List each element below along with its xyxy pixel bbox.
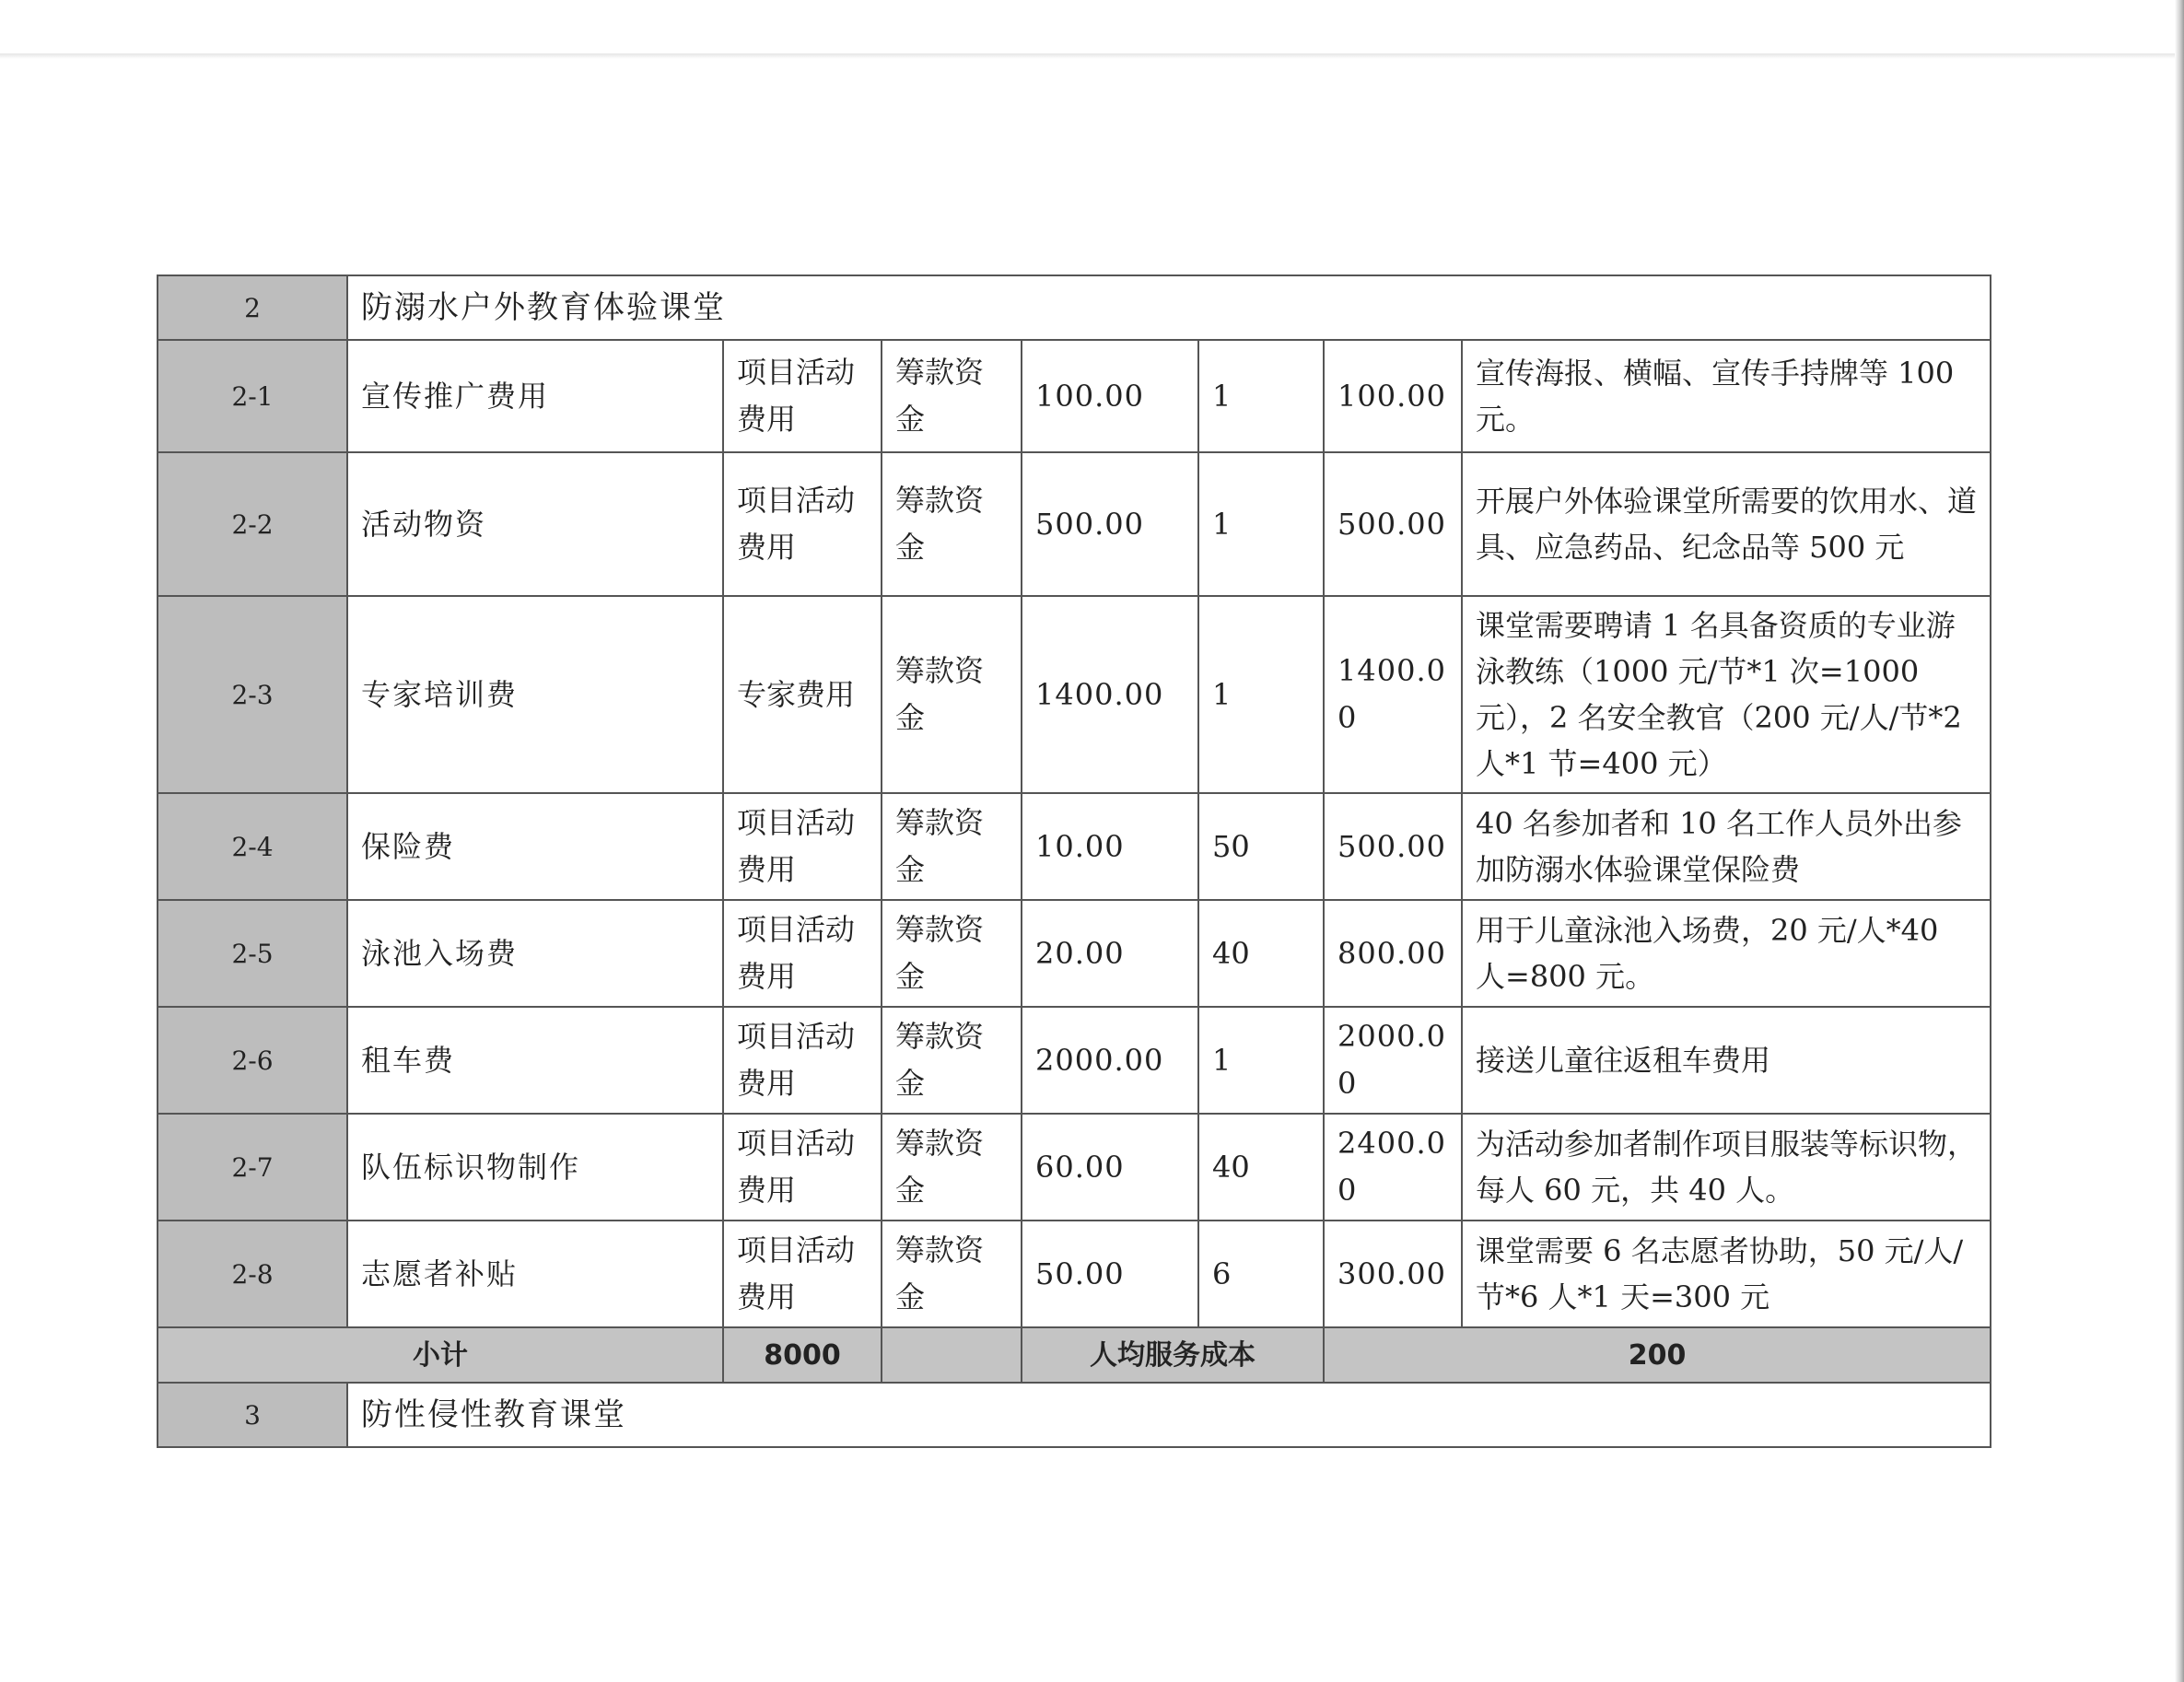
item-name: 志愿者补贴 bbox=[347, 1221, 723, 1327]
cost-type: 专家费用 bbox=[723, 596, 882, 793]
table-row bbox=[158, 900, 1991, 1007]
subtotal-empty bbox=[882, 1327, 1022, 1383]
item-name: 泳池入场费 bbox=[347, 900, 723, 1007]
quantity: 1 bbox=[1198, 596, 1324, 793]
item-note: 用于儿童泳池入场费，20 元/人*40 人=800 元。 bbox=[1462, 900, 1991, 1007]
unit-price: 500.00 bbox=[1022, 452, 1198, 596]
fund-source: 筹款资金 bbox=[882, 1007, 1022, 1114]
table-row bbox=[158, 1221, 1991, 1327]
scan-edge-top bbox=[0, 53, 2184, 59]
item-name: 队伍标识物制作 bbox=[347, 1114, 723, 1221]
table-row bbox=[158, 596, 1991, 793]
item-name: 专家培训费 bbox=[347, 596, 723, 793]
quantity: 1 bbox=[1198, 452, 1324, 596]
subtotal-amount: 8000 bbox=[723, 1327, 882, 1383]
item-name: 租车费 bbox=[347, 1007, 723, 1114]
item-name: 保险费 bbox=[347, 793, 723, 900]
total-amount: 300.00 bbox=[1324, 1221, 1462, 1327]
fund-source: 筹款资金 bbox=[882, 793, 1022, 900]
total-amount: 2000.00 bbox=[1324, 1007, 1462, 1114]
quantity: 50 bbox=[1198, 793, 1324, 900]
section-code: 3 bbox=[158, 1383, 347, 1447]
unit-price: 2000.00 bbox=[1022, 1007, 1198, 1114]
total-amount: 1400.00 bbox=[1324, 596, 1462, 793]
item-note: 课堂需要聘请 1 名具备资质的专业游泳教练（1000 元/节*1 次=1000 元），2 名安全教官（200 元/人/节*2 人*1 节=400 元） bbox=[1462, 596, 1991, 793]
total-amount: 800.00 bbox=[1324, 900, 1462, 1007]
cost-type: 项目活动费用 bbox=[723, 1007, 882, 1114]
total-amount: 500.00 bbox=[1324, 793, 1462, 900]
fund-source: 筹款资金 bbox=[882, 340, 1022, 452]
unit-price: 50.00 bbox=[1022, 1221, 1198, 1327]
subtotal-row bbox=[158, 1327, 1991, 1383]
table-row bbox=[158, 1114, 1991, 1221]
quantity: 1 bbox=[1198, 340, 1324, 452]
item-code: 2-4 bbox=[158, 793, 347, 900]
cost-type: 项目活动费用 bbox=[723, 900, 882, 1007]
cost-type: 项目活动费用 bbox=[723, 452, 882, 596]
table-row bbox=[158, 340, 1991, 452]
unit-price: 100.00 bbox=[1022, 340, 1198, 452]
cost-type: 项目活动费用 bbox=[723, 1114, 882, 1221]
quantity: 1 bbox=[1198, 1007, 1324, 1114]
total-amount: 500.00 bbox=[1324, 452, 1462, 596]
table-row bbox=[158, 1007, 1991, 1114]
fund-source: 筹款资金 bbox=[882, 1114, 1022, 1221]
item-name: 宣传推广费用 bbox=[347, 340, 723, 452]
subtotal-label: 小计 bbox=[158, 1327, 723, 1383]
unit-price: 1400.00 bbox=[1022, 596, 1198, 793]
section-row-2 bbox=[158, 275, 1991, 340]
unit-price: 10.00 bbox=[1022, 793, 1198, 900]
total-amount: 2400.00 bbox=[1324, 1114, 1462, 1221]
fund-source: 筹款资金 bbox=[882, 900, 1022, 1007]
quantity: 6 bbox=[1198, 1221, 1324, 1327]
item-code: 2-1 bbox=[158, 340, 347, 452]
unit-price: 60.00 bbox=[1022, 1114, 1198, 1221]
item-note: 40 名参加者和 10 名工作人员外出参加防溺水体验课堂保险费 bbox=[1462, 793, 1991, 900]
item-code: 2-3 bbox=[158, 596, 347, 793]
fund-source: 筹款资金 bbox=[882, 452, 1022, 596]
table-row bbox=[158, 793, 1991, 900]
item-note: 课堂需要 6 名志愿者协助，50 元/人/节*6 人*1 天=300 元 bbox=[1462, 1221, 1991, 1327]
quantity: 40 bbox=[1198, 1114, 1324, 1221]
item-note: 宣传海报、横幅、宣传手持牌等 100 元。 bbox=[1462, 340, 1991, 452]
scan-edge-right bbox=[2175, 0, 2184, 1682]
per-capita-label: 人均服务成本 bbox=[1022, 1327, 1324, 1383]
item-note: 为活动参加者制作项目服装等标识物，每人 60 元，共 40 人。 bbox=[1462, 1114, 1991, 1221]
item-code: 2-2 bbox=[158, 452, 347, 596]
item-code: 2-5 bbox=[158, 900, 347, 1007]
section-title: 防性侵性教育课堂 bbox=[347, 1383, 1991, 1447]
table-row bbox=[158, 452, 1991, 596]
fund-source: 筹款资金 bbox=[882, 596, 1022, 793]
quantity: 40 bbox=[1198, 900, 1324, 1007]
item-note: 接送儿童往返租车费用 bbox=[1462, 1007, 1991, 1114]
section-row-3 bbox=[158, 1383, 1991, 1447]
per-capita-amount: 200 bbox=[1324, 1327, 1991, 1383]
unit-price: 20.00 bbox=[1022, 900, 1198, 1007]
item-code: 2-6 bbox=[158, 1007, 347, 1114]
section-code: 2 bbox=[158, 275, 347, 340]
cost-type: 项目活动费用 bbox=[723, 793, 882, 900]
cost-type: 项目活动费用 bbox=[723, 1221, 882, 1327]
item-note: 开展户外体验课堂所需要的饮用水、道具、应急药品、纪念品等 500 元 bbox=[1462, 452, 1991, 596]
item-code: 2-7 bbox=[158, 1114, 347, 1221]
item-name: 活动物资 bbox=[347, 452, 723, 596]
fund-source: 筹款资金 bbox=[882, 1221, 1022, 1327]
cost-type: 项目活动费用 bbox=[723, 340, 882, 452]
item-code: 2-8 bbox=[158, 1221, 347, 1327]
total-amount: 100.00 bbox=[1324, 340, 1462, 452]
section-title: 防溺水户外教育体验课堂 bbox=[347, 275, 1991, 340]
budget-table bbox=[157, 274, 1991, 1448]
